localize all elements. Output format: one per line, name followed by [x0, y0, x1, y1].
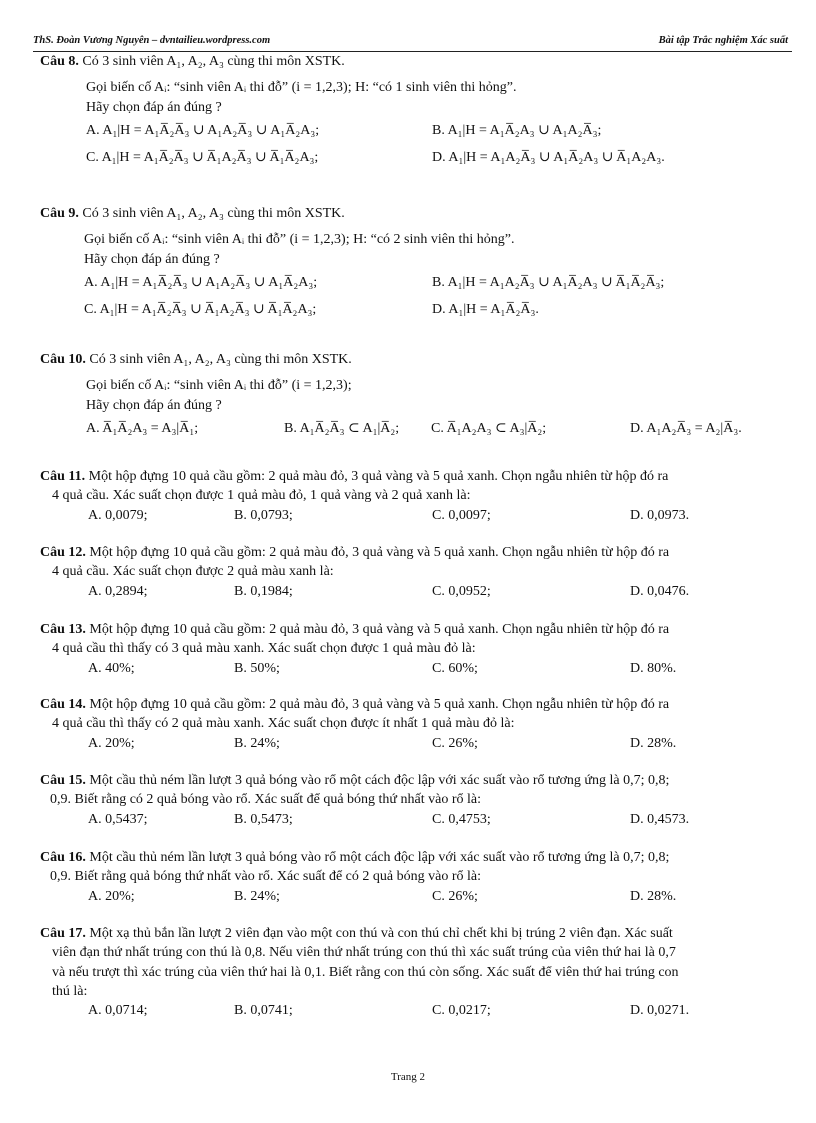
- q10-option-c[interactable]: C. A̅₁A₂A₃ ⊂ A₃|A̅₂;: [431, 420, 547, 436]
- q15-option-d[interactable]: D. 0,4573.: [630, 811, 690, 827]
- q17-stem-line-4: thú là:: [52, 983, 88, 999]
- q11-options-row: [0, 506, 816, 526]
- q8-option-d[interactable]: D. A₁|H = A₁A₂A̅₃ ∪ A₁A̅₂A₃ ∪ A̅₁A₂A₃.: [432, 149, 665, 165]
- q16-option-a[interactable]: A. 20%;: [88, 888, 135, 904]
- q10-options-row: [0, 419, 816, 439]
- q9-option-b[interactable]: B. A₁|H = A₁A₂A̅₃ ∪ A₁A̅₂A₃ ∪ A̅₁A̅₂A̅₃;: [432, 274, 665, 290]
- q10-stem: Có 3 sinh viên A₁, A₂, A₃ cùng thi môn XSTK.: [89, 352, 352, 367]
- question-13: [0, 620, 816, 679]
- q17-label: Câu 17.: [40, 926, 86, 941]
- q9-stem-line: [0, 204, 816, 223]
- q15-stem-line: [0, 771, 816, 790]
- q13-options-row: [0, 659, 816, 679]
- q9-options-row-1: [0, 273, 816, 293]
- q17-option-d[interactable]: D. 0,0271.: [630, 1003, 690, 1019]
- question-11: [0, 467, 816, 526]
- q17-options-row: [0, 1001, 816, 1021]
- q16-option-b[interactable]: B. 24%;: [234, 888, 280, 904]
- q9-options-row-2: [0, 300, 816, 320]
- header-author: ThS. Đoàn Vương Nguyên – dvntailieu.wordpress.com: [33, 35, 271, 46]
- q15-label: Câu 15.: [40, 773, 86, 788]
- q13-option-a[interactable]: A. 40%;: [88, 660, 135, 676]
- q9-label: Câu 9.: [40, 206, 79, 221]
- q11-stem-line: [0, 467, 816, 486]
- q13-stem-line: [0, 620, 816, 639]
- q17-stem: Một xạ thủ bắn lần lượt 2 viên đạn vào một con thú và con thú chỉ chết khi bị trúng 2 viên đạn. Xác suất: [89, 926, 673, 941]
- q9-option-a[interactable]: A. A₁|H = A₁A̅₂A̅₃ ∪ A₁A₂A̅₃ ∪ A₁A̅₂A₃;: [84, 274, 318, 290]
- q11-stem-line-2: 4 quả cầu. Xác suất chọn được 1 quả màu đỏ, 1 quả vàng và 2 quả xanh là:: [52, 488, 471, 504]
- q10-option-d[interactable]: D. A₁A₂A̅₃ = A₂|A̅₃.: [630, 420, 742, 436]
- q10-definition: Gọi biến cố Aᵢ: “sinh viên Aᵢ thi đỗ” (i = 1,2,3);: [86, 378, 352, 394]
- question-15: [0, 771, 816, 830]
- q17-option-c[interactable]: C. 0,0217;: [432, 1003, 491, 1019]
- q15-stem-line-2: 0,9. Biết rằng có 2 quả bóng vào rổ. Xác suất để quả bóng thứ nhất vào rổ là:: [50, 792, 481, 808]
- q17-stem-line-3: và nếu trượt thì xác trúng của viên thứ hai là 0,1. Biết rằng con thú còn sống. Xác suất để viên thứ hai trúng con: [52, 964, 679, 980]
- q8-option-b[interactable]: B. A₁|H = A₁A̅₂A₃ ∪ A₁A₂A̅₃;: [432, 122, 602, 138]
- q11-option-d[interactable]: D. 0,0973.: [630, 507, 690, 523]
- q13-option-d[interactable]: D. 80%.: [630, 660, 677, 676]
- question-10: [0, 350, 816, 439]
- q14-option-d[interactable]: D. 28%.: [630, 735, 677, 751]
- q14-options-row: [0, 734, 816, 754]
- q12-option-c[interactable]: C. 0,0952;: [432, 583, 491, 599]
- q9-stem: Có 3 sinh viên A₁, A₂, A₃ cùng thi môn XSTK.: [82, 206, 345, 221]
- page-header: [33, 35, 792, 52]
- q16-stem-line-2: 0,9. Biết rằng quả bóng thứ nhất vào rổ. Xác suất để có 2 quả bóng vào rổ là:: [50, 869, 481, 885]
- q16-label: Câu 16.: [40, 850, 86, 865]
- q17-stem-line: [0, 924, 816, 943]
- q17-option-a[interactable]: A. 0,0714;: [88, 1003, 148, 1019]
- q9-definition: Gọi biến cố Aᵢ: “sinh viên Aᵢ thi đỗ” (i = 1,2,3); H: “có 2 sinh viên thi hỏng”.: [84, 232, 515, 248]
- q12-option-b[interactable]: B. 0,1984;: [234, 583, 293, 599]
- q9-instruction: Hãy chọn đáp án đúng ?: [84, 251, 220, 267]
- q15-option-b[interactable]: B. 0,5473;: [234, 811, 293, 827]
- q14-option-b[interactable]: B. 24%;: [234, 735, 280, 751]
- q14-option-c[interactable]: C. 26%;: [432, 735, 478, 751]
- q14-option-a[interactable]: A. 20%;: [88, 735, 135, 751]
- question-9: [0, 204, 816, 320]
- question-16: [0, 848, 816, 907]
- question-17: [0, 924, 816, 1021]
- q11-option-a[interactable]: A. 0,0079;: [88, 507, 148, 523]
- q17-stem-line-2: viên đạn thứ nhất trúng con thú là 0,8. Nếu viên thứ nhất trúng con thú thì xác suất trúng của viên thứ hai là 0,7: [52, 945, 676, 961]
- q9-option-c[interactable]: C. A₁|H = A₁A̅₂A̅₃ ∪ A̅₁A₂A̅₃ ∪ A̅₁A̅₂A₃;: [84, 301, 317, 317]
- q16-stem: Một cầu thủ ném lần lượt 3 quả bóng vào rổ một cách độc lập với xác suất vào rổ tương ứng là 0,7; 0,8;: [89, 850, 670, 865]
- q15-stem: Một cầu thủ ném lần lượt 3 quả bóng vào rổ một cách độc lập với xác suất vào rổ tương ứng là 0,7; 0,8;: [89, 773, 670, 788]
- q10-option-a[interactable]: A. A̅₁A̅₂A₃ = A₃|A̅₁;: [86, 420, 199, 436]
- question-12: [0, 543, 816, 602]
- q8-instruction: Hãy chọn đáp án đúng ?: [86, 99, 222, 115]
- q11-label: Câu 11.: [40, 469, 86, 484]
- question-8: [0, 52, 816, 168]
- q9-option-d[interactable]: D. A₁|H = A₁A̅₂A̅₃.: [432, 301, 539, 317]
- q16-stem-line: [0, 848, 816, 867]
- q14-label: Câu 14.: [40, 697, 86, 712]
- q10-label: Câu 10.: [40, 352, 86, 367]
- q14-stem: Một hộp đựng 10 quả cầu gồm: 2 quả màu đỏ, 3 quả vàng và 5 quả xanh. Chọn ngẫu nhiên từ hộp đó ra: [89, 697, 670, 712]
- q8-option-c[interactable]: C. A₁|H = A₁A̅₂A̅₃ ∪ A̅₁A₂A̅₃ ∪ A̅₁A̅₂A₃;: [86, 149, 319, 165]
- q13-option-b[interactable]: B. 50%;: [234, 660, 280, 676]
- q8-option-a[interactable]: A. A₁|H = A₁A̅₂A̅₃ ∪ A₁A₂A̅₃ ∪ A₁A̅₂A₃;: [86, 122, 320, 138]
- q12-option-d[interactable]: D. 0,0476.: [630, 583, 690, 599]
- q8-definition: Gọi biến cố Aᵢ: “sinh viên Aᵢ thi đỗ” (i = 1,2,3); H: “có 1 sinh viên thi hỏng”.: [86, 80, 517, 96]
- q16-option-d[interactable]: D. 28%.: [630, 888, 677, 904]
- q8-options-row-2: [0, 148, 816, 168]
- q12-stem-line-2: 4 quả cầu. Xác suất chọn được 2 quả màu xanh là:: [52, 564, 334, 580]
- q13-stem: Một hộp đựng 10 quả cầu gồm: 2 quả màu đỏ, 3 quả vàng và 5 quả xanh. Chọn ngẫu nhiên từ hộp đó ra: [89, 622, 670, 637]
- q13-option-c[interactable]: C. 60%;: [432, 660, 478, 676]
- q13-label: Câu 13.: [40, 622, 86, 637]
- q14-stem-line: [0, 695, 816, 714]
- q15-option-a[interactable]: A. 0,5437;: [88, 811, 148, 827]
- page-number: Trang 2: [390, 1071, 426, 1083]
- q10-option-b[interactable]: B. A₁A̅₂A̅₃ ⊂ A₁|A̅₂;: [284, 420, 400, 436]
- q8-options-row-1: [0, 121, 816, 141]
- q15-options-row: [0, 810, 816, 830]
- q11-option-b[interactable]: B. 0,0793;: [234, 507, 293, 523]
- q8-label: Câu 8.: [40, 54, 79, 69]
- q10-instruction: Hãy chọn đáp án đúng ?: [86, 397, 222, 413]
- q16-option-c[interactable]: C. 26%;: [432, 888, 478, 904]
- q15-option-c[interactable]: C. 0,4753;: [432, 811, 491, 827]
- q8-stem-line: [0, 52, 816, 71]
- q11-option-c[interactable]: C. 0,0097;: [432, 507, 491, 523]
- question-14: [0, 695, 816, 754]
- q8-stem: Có 3 sinh viên A₁, A₂, A₃ cùng thi môn XSTK.: [82, 54, 345, 69]
- q16-options-row: [0, 887, 816, 907]
- q11-stem: Một hộp đựng 10 quả cầu gồm: 2 quả màu đỏ, 3 quả vàng và 5 quả xanh. Chọn ngẫu nhiên từ hộp đó ra: [88, 469, 669, 484]
- header-title: Bài tập Trắc nghiệm Xác suất: [658, 35, 788, 46]
- q12-stem-line: [0, 543, 816, 562]
- q13-stem-line-2: 4 quả cầu thì thấy có 3 quả màu xanh. Xác suất chọn được 1 quả màu đỏ là:: [52, 641, 476, 657]
- q10-stem-line: [0, 350, 816, 369]
- q12-stem: Một hộp đựng 10 quả cầu gồm: 2 quả màu đỏ, 3 quả vàng và 5 quả xanh. Chọn ngẫu nhiên từ hộp đó ra: [89, 545, 670, 560]
- q17-option-b[interactable]: B. 0,0741;: [234, 1003, 293, 1019]
- q12-label: Câu 12.: [40, 545, 86, 560]
- q12-options-row: [0, 582, 816, 602]
- q12-option-a[interactable]: A. 0,2894;: [88, 583, 148, 599]
- q14-stem-line-2: 4 quả cầu thì thấy có 2 quả màu xanh. Xác suất chọn được ít nhất 1 quả màu đỏ là:: [52, 716, 515, 732]
